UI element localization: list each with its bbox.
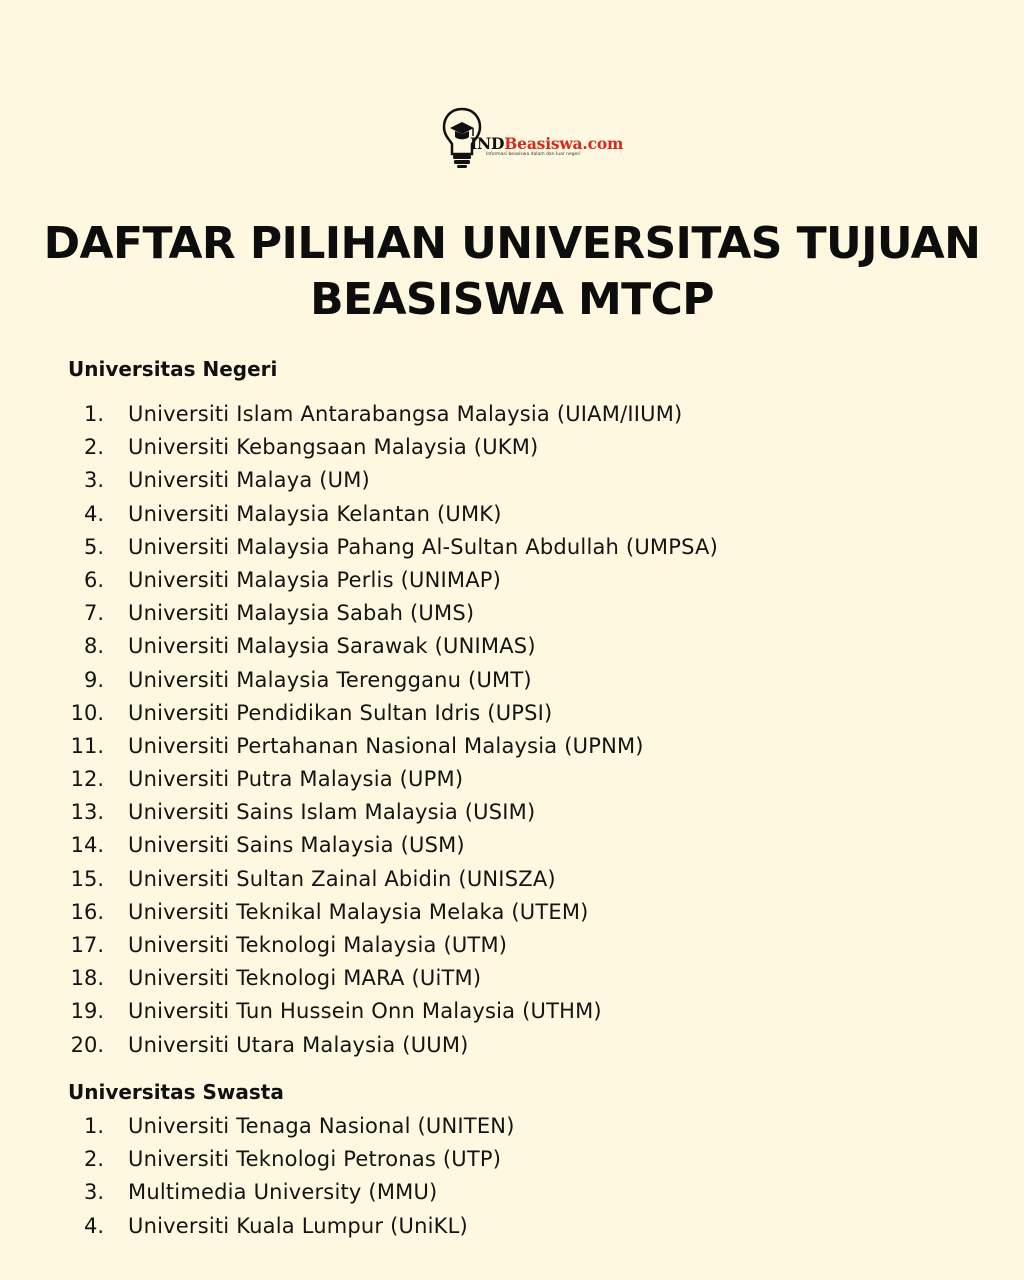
university-name: Universiti Malaysia Sarawak (UNIMAS) <box>128 634 536 659</box>
university-name: Universiti Utara Malaysia (UUM) <box>128 1032 469 1057</box>
university-name: Universiti Putra Malaysia (UPM) <box>128 767 464 792</box>
item-number: 4. <box>83 1213 104 1238</box>
page-title <box>0 216 1024 328</box>
item-number: 3. <box>83 468 104 493</box>
university-name: Universiti Malaysia Terengganu (UMT) <box>128 667 532 692</box>
university-name: Universiti Teknologi Malaysia (UTM) <box>128 933 508 957</box>
list-item <box>0 1143 1024 1176</box>
university-name: Universiti Teknologi MARA (UiTM) <box>128 966 482 991</box>
brand-tagline: Informasi beasiswa dalam dan luar negeri <box>486 152 581 157</box>
item-number: 18. <box>70 966 104 991</box>
title-line-1: DAFTAR PILIHAN UNIVERSITAS TUJUAN <box>43 218 981 269</box>
item-number: 11. <box>70 733 104 758</box>
item-number: 20. <box>70 1032 104 1057</box>
list-item <box>0 763 1024 796</box>
title-line-2: BEASISWA MTCP <box>310 274 714 325</box>
list-item <box>0 896 1024 929</box>
item-number: 5. <box>83 534 104 559</box>
university-name: Universiti Kuala Lumpur (UniKL) <box>128 1213 468 1238</box>
university-name: Universiti Sains Islam Malaysia (USIM) <box>128 800 536 825</box>
university-name: Universiti Teknikal Malaysia Melaka (UTEM) <box>128 899 589 924</box>
list-item <box>0 664 1024 697</box>
university-name: Universiti Sains Malaysia (USM) <box>128 833 465 858</box>
brand-rest: Beasiswa.com <box>504 134 624 153</box>
list-item <box>0 431 1024 464</box>
university-name: Universiti Tenaga Nasional (UNITEN) <box>128 1114 515 1138</box>
university-name: Universiti Malaya (UM) <box>128 468 370 493</box>
university-name: Universiti Teknologi Petronas (UTP) <box>128 1147 502 1172</box>
list-item <box>0 398 1024 431</box>
item-number: 10. <box>70 700 104 725</box>
university-name: Universiti Malaysia Kelantan (UMK) <box>128 501 502 526</box>
list-item <box>0 1176 1024 1209</box>
university-name: Universiti Malaysia Sabah (UMS) <box>128 601 475 626</box>
item-number: 19. <box>70 999 104 1024</box>
item-number: 1. <box>83 1114 104 1138</box>
list-item <box>0 697 1024 730</box>
section-heading-negeri: Universitas Negeri <box>68 357 278 381</box>
university-name: Universiti Kebangsaan Malaysia (UKM) <box>128 435 539 460</box>
list-item <box>0 597 1024 630</box>
item-number: 4. <box>83 501 104 526</box>
section-heading-swasta: Universitas Swasta <box>68 1080 284 1104</box>
item-number: 2. <box>83 1147 104 1172</box>
brand-name <box>470 134 623 153</box>
university-name: Universiti Pendidikan Sultan Idris (UPSI) <box>128 700 553 725</box>
item-number: 6. <box>83 567 104 592</box>
university-name: Universiti Pertahanan Nasional Malaysia (UPNM) <box>128 733 644 758</box>
item-number: 1. <box>83 402 104 426</box>
university-name: Universiti Islam Antarabangsa Malaysia (UIAM/IIUM) <box>128 402 683 426</box>
list-swasta <box>0 1110 1024 1243</box>
list-item <box>0 863 1024 896</box>
list-item <box>0 962 1024 995</box>
list-item <box>0 1029 1024 1062</box>
item-number: 15. <box>70 866 104 891</box>
university-name: Universiti Sultan Zainal Abidin (UNISZA) <box>128 866 556 891</box>
university-name: Universiti Tun Hussein Onn Malaysia (UTHM) <box>128 999 602 1024</box>
list-negeri <box>0 398 1024 1062</box>
list-item <box>0 464 1024 497</box>
item-number: 14. <box>70 833 104 858</box>
university-name: Universiti Malaysia Pahang Al-Sultan Abdullah (UMPSA) <box>128 534 718 559</box>
item-number: 8. <box>83 634 104 659</box>
university-name: Multimedia University (MMU) <box>128 1180 438 1205</box>
item-number: 2. <box>83 435 104 460</box>
list-item <box>0 498 1024 531</box>
brand-prefix: IND <box>470 134 505 153</box>
list-item <box>0 630 1024 663</box>
brand-logo <box>440 106 624 170</box>
list-item <box>0 564 1024 597</box>
item-number: 16. <box>70 899 104 924</box>
item-number: 9. <box>83 667 104 692</box>
list-item <box>0 1110 1024 1143</box>
list-item <box>0 796 1024 829</box>
item-number: 12. <box>70 767 104 792</box>
university-name: Universiti Malaysia Perlis (UNIMAP) <box>128 567 502 592</box>
item-number: 3. <box>83 1180 104 1205</box>
item-number: 13. <box>70 800 104 825</box>
list-item <box>0 929 1024 962</box>
list-item <box>0 1210 1024 1243</box>
list-item <box>0 730 1024 763</box>
list-item <box>0 829 1024 862</box>
item-number: 17. <box>70 933 104 957</box>
list-item <box>0 531 1024 564</box>
list-item <box>0 995 1024 1028</box>
item-number: 7. <box>83 601 104 626</box>
